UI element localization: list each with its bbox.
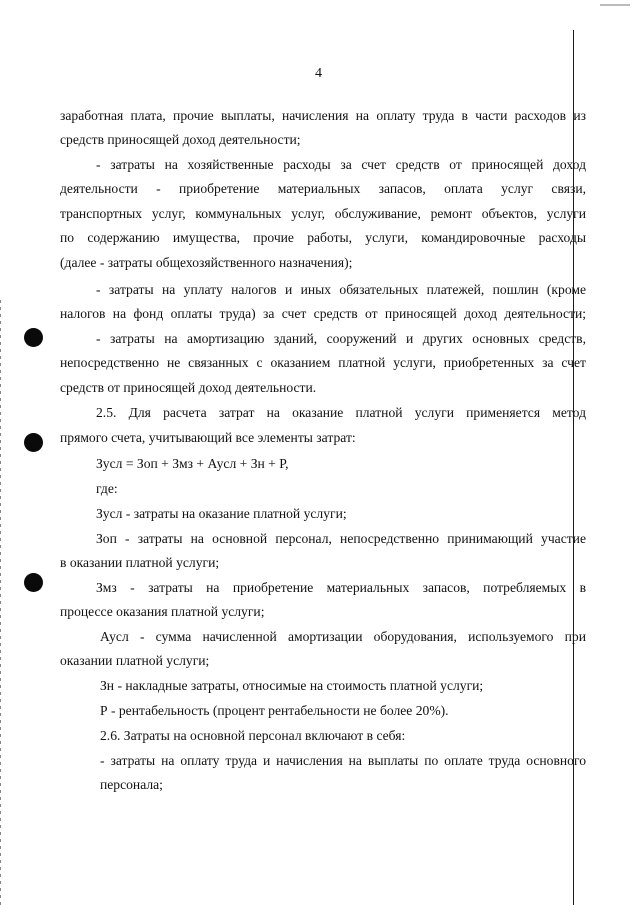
text-line: - затраты на хозяйственные расходы за счет средств от приносящей доход [96, 157, 586, 172]
text-line: заработная плата, прочие выплаты, начисления на оплату труда в части расходов из [60, 108, 586, 123]
text-line: - затраты на уплату налогов и иных обязательных платежей, пошлин (кроме [96, 282, 586, 297]
text-line: прямого счета, учитывающий все элементы затрат: [60, 430, 356, 445]
text-line: деятельности - приобретение материальных запасов, оплата услуг связи, [60, 181, 586, 196]
text-line: транспортных услуг, коммунальных услуг, обслуживание, ремонт объектов, услуги [60, 206, 586, 221]
punch-hole [24, 573, 43, 592]
text-line: Змз - затраты на приобретение материальных запасов, потребляемых в [96, 580, 586, 595]
text-line: средств приносящей доход деятельности; [60, 132, 301, 147]
text-line: непосредственно не связанных с оказанием платной услуги, приобретенных за счет [60, 355, 586, 370]
text-line: налогов на фонд оплаты труда) за счет средств от приносящей доход деятельности; [60, 306, 586, 321]
text-line: - затраты на оплату труда и начисления на выплаты по оплате труда основного [100, 753, 586, 768]
text-line: Зоп - затраты на основной персонал, непосредственно принимающий участие [96, 531, 586, 546]
text-line: в оказании платной услуги; [60, 555, 220, 570]
text-line: Зусл - затраты на оказание платной услуги; [96, 506, 347, 521]
scan-edge [0, 300, 1, 905]
text-line: средств от приносящей доход деятельности. [60, 380, 317, 395]
page-number: 4 [315, 66, 322, 81]
scan-artifact-mark [600, 4, 630, 6]
text-line: персонала; [100, 777, 163, 792]
text-line: процессе оказания платной услуги; [60, 604, 265, 619]
text-line: - затраты на амортизацию зданий, сооружений и других основных средств, [96, 331, 586, 346]
text-line: Зн - накладные затраты, относимые на стоимость платной услуги; [100, 678, 484, 693]
text-line: 2.6. Затраты на основной персонал включают в себя: [100, 728, 406, 743]
text-line: Р - рентабельность (процент рентабельности не более 20%). [100, 703, 449, 718]
text-line: по содержанию имущества, прочие работы, услуги, командировочные расходы [60, 230, 586, 245]
text-line: где: [96, 481, 118, 496]
punch-hole [24, 433, 43, 452]
punch-hole [24, 328, 43, 347]
text-line: (далее - затраты общехозяйственного назначения); [60, 255, 353, 270]
text-line: оказании платной услуги; [60, 653, 210, 668]
text-line: 2.5. Для расчета затрат на оказание платной услуги применяется метод [96, 405, 586, 420]
text-line: Аусл - сумма начисленной амортизации оборудования, используемого при [100, 629, 586, 644]
formula-line: Зусл = Зоп + Змз + Аусл + Зн + Р, [96, 456, 289, 471]
